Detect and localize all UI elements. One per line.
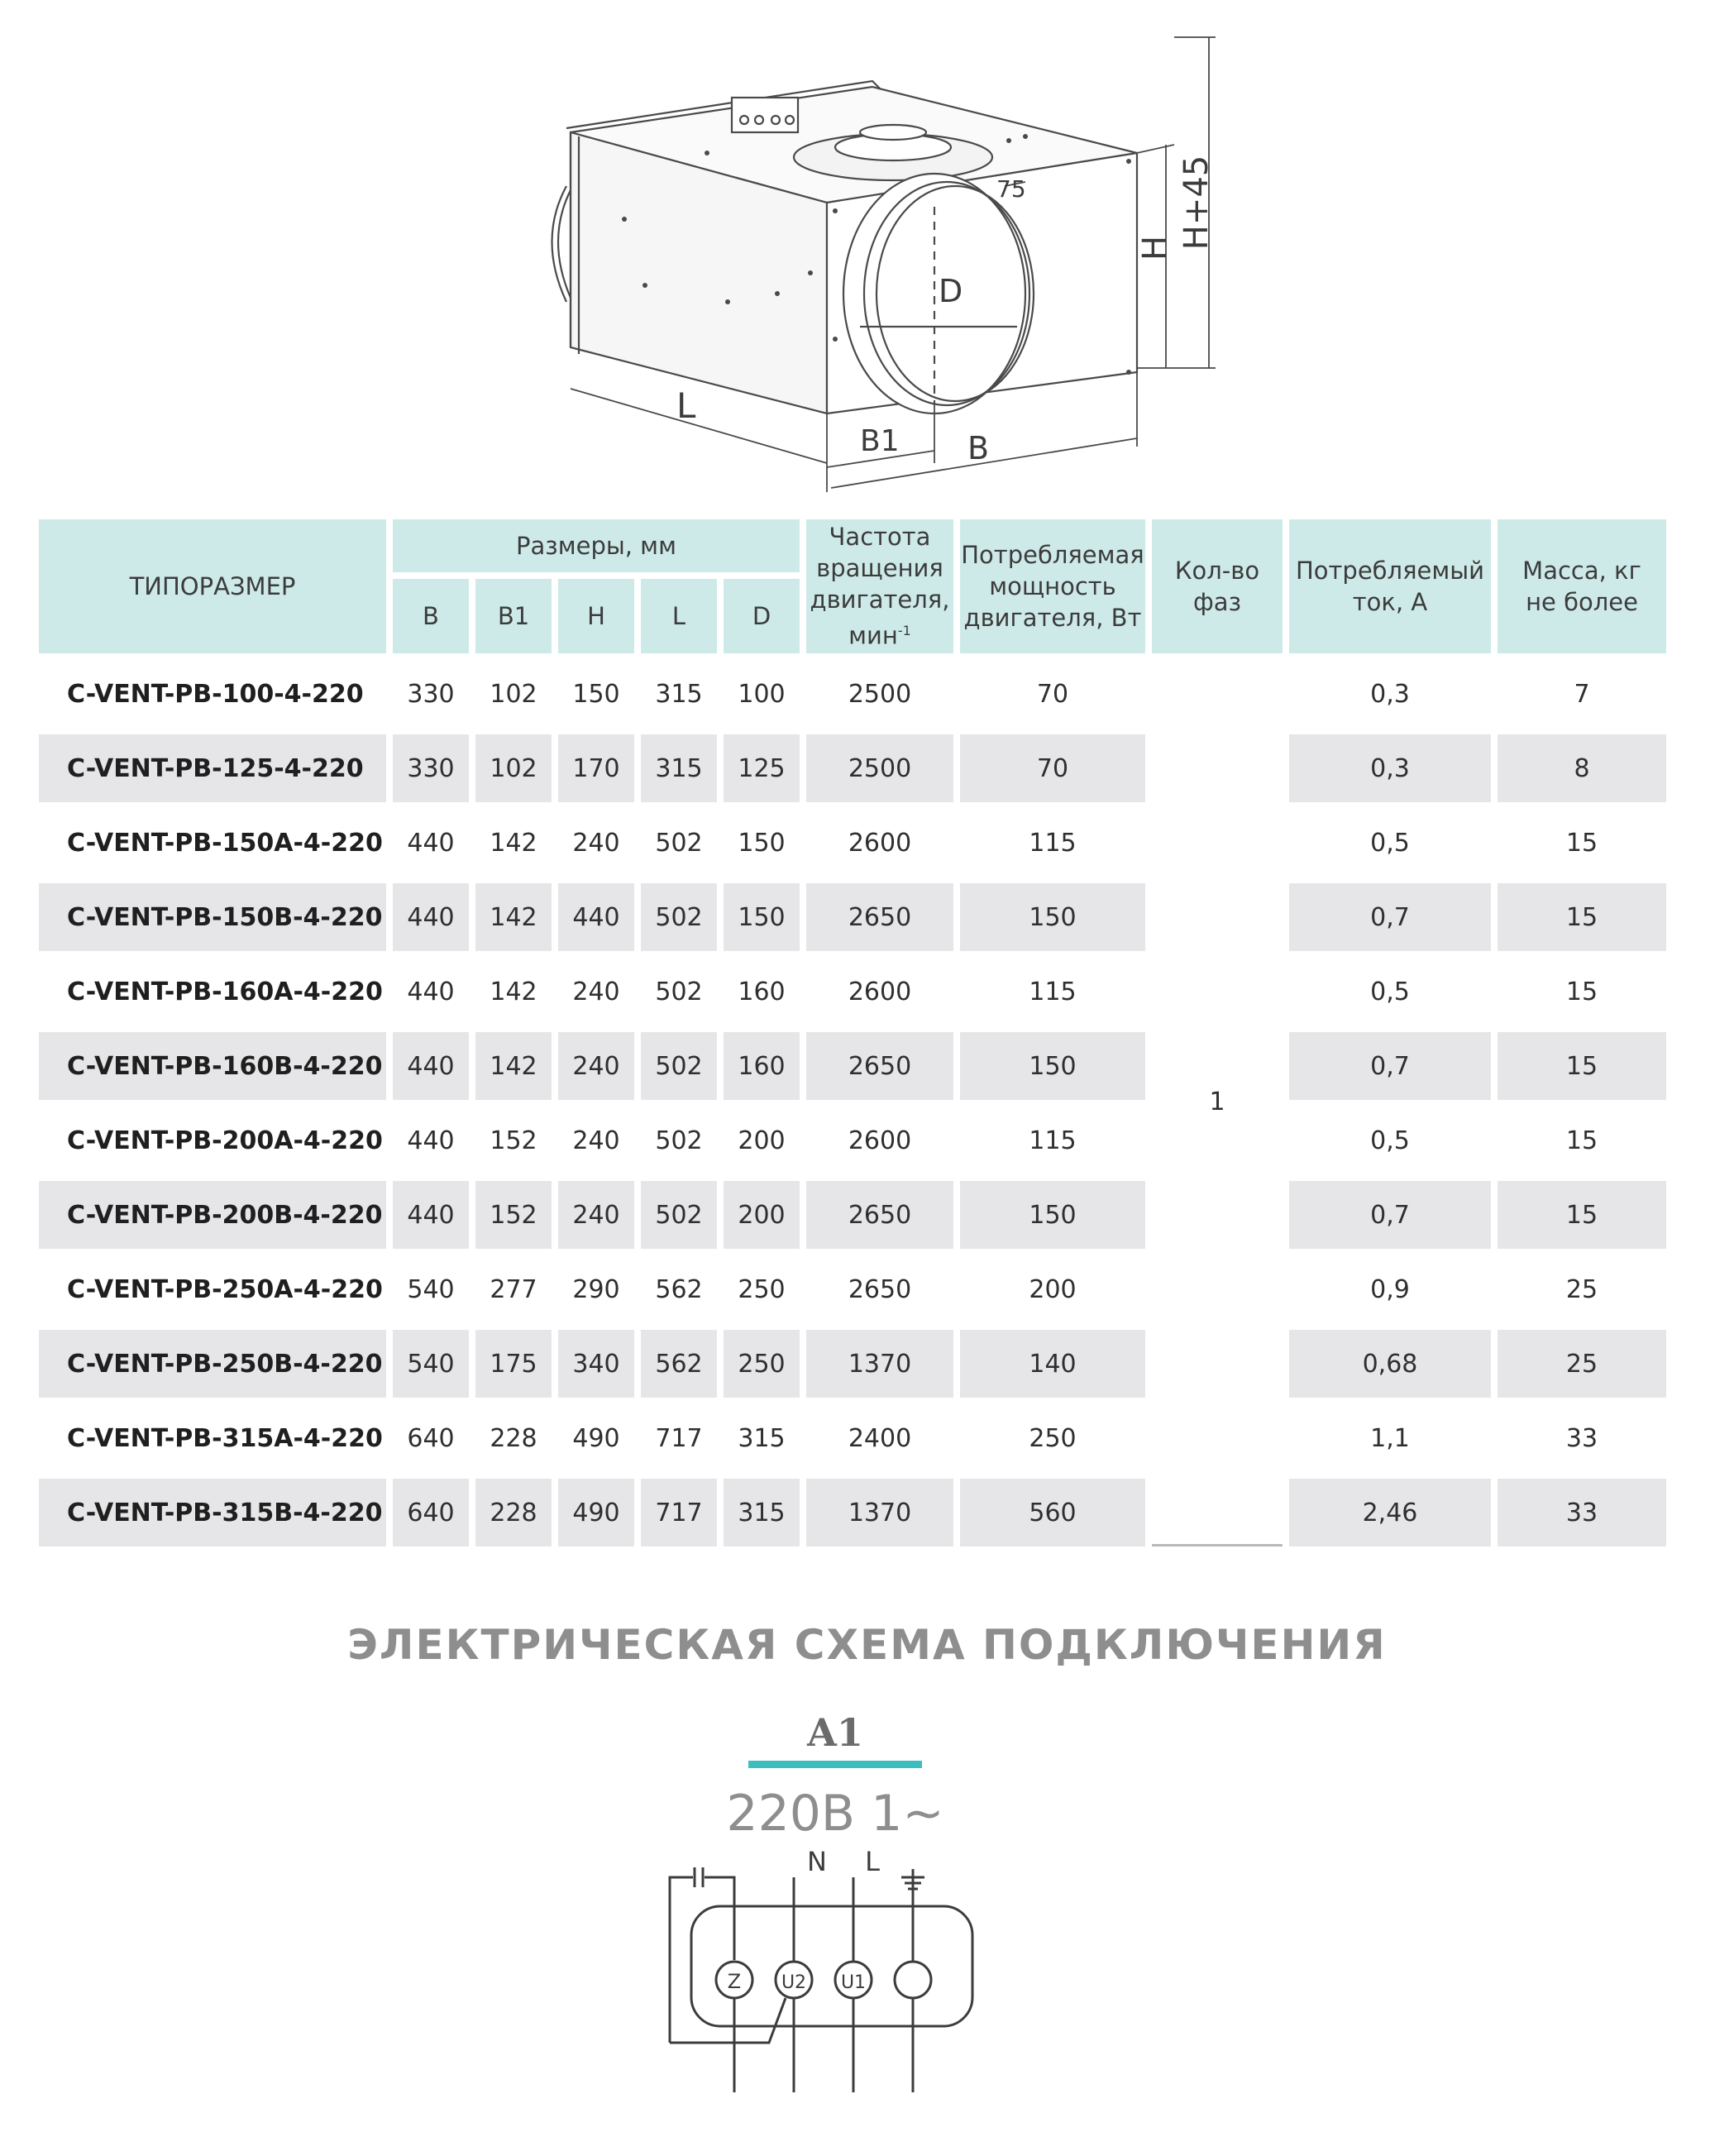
terminal-u2-label: U2 xyxy=(781,1972,807,1993)
power-cell: 70 xyxy=(1036,679,1069,709)
d-cell: 250 xyxy=(738,1274,786,1304)
current-cell: 0,9 xyxy=(1370,1274,1410,1304)
header-model: ТИПОРАЗМЕР xyxy=(39,519,386,653)
speed-cell: 2600 xyxy=(848,828,912,858)
d-cell: 160 xyxy=(724,1032,800,1100)
header-dimensions: Размеры, мм xyxy=(393,519,800,572)
model-cell: C-VENT-PB-125-4-220 xyxy=(39,734,386,802)
table-row xyxy=(39,1255,1666,1323)
l-cell: 502 xyxy=(641,883,717,951)
header-current-line2: ток, А xyxy=(1352,588,1428,616)
d-cell: 150 xyxy=(724,883,800,951)
current-cell: 0,3 xyxy=(1289,734,1491,802)
l-cell: 315 xyxy=(655,679,703,709)
l-cell: 315 xyxy=(641,734,717,802)
header-dim-d: D xyxy=(724,579,800,653)
table-row xyxy=(39,1404,1666,1472)
power-cell: 115 xyxy=(1029,977,1077,1006)
b-cell: 640 xyxy=(393,1479,469,1546)
power-cell: 150 xyxy=(960,883,1145,951)
mass-cell: 15 xyxy=(1498,1181,1666,1249)
current-cell: 2,46 xyxy=(1289,1479,1491,1546)
h-cell: 150 xyxy=(572,679,620,709)
speed-cell: 1370 xyxy=(806,1479,953,1546)
mass-cell: 25 xyxy=(1565,1274,1598,1304)
dim-b-label: B xyxy=(967,430,990,466)
dim-l-label: L xyxy=(676,385,696,426)
speed-cell: 2650 xyxy=(806,1032,953,1100)
speed-cell: 2400 xyxy=(848,1423,912,1453)
terminal-z-label: Z xyxy=(727,1970,742,1993)
speed-cell: 2650 xyxy=(806,1181,953,1249)
table-row xyxy=(39,1181,1666,1249)
h-cell: 240 xyxy=(572,977,620,1006)
spec-table xyxy=(32,513,1673,1553)
mass-cell: 15 xyxy=(1565,977,1598,1006)
mass-cell: 33 xyxy=(1565,1423,1598,1453)
header-speed-line3: двигателя, xyxy=(810,586,950,614)
table-row xyxy=(39,734,1666,802)
current-cell: 0,7 xyxy=(1289,1181,1491,1249)
d-cell: 160 xyxy=(738,977,786,1006)
d-cell: 315 xyxy=(738,1423,786,1453)
table-row xyxy=(39,809,1666,877)
model-cell: C-VENT-PB-315A-4-220 xyxy=(67,1423,383,1453)
current-cell: 0,7 xyxy=(1289,883,1491,951)
d-cell: 200 xyxy=(724,1181,800,1249)
l-cell: 502 xyxy=(655,828,703,858)
fan-dimension-drawing xyxy=(0,0,1734,504)
header-speed-line1: Частота xyxy=(829,523,931,552)
header-dim-b: B xyxy=(393,579,469,653)
phases-cell: 1 xyxy=(1152,660,1283,1546)
d-cell: 125 xyxy=(724,734,800,802)
b-cell: 640 xyxy=(407,1423,455,1453)
b-cell: 440 xyxy=(393,883,469,951)
speed-cell: 2500 xyxy=(848,679,912,709)
table-row xyxy=(39,883,1666,951)
power-cell: 200 xyxy=(1029,1274,1077,1304)
wiring-diagram xyxy=(645,1844,992,2109)
speed-cell: 2600 xyxy=(848,977,912,1006)
mass-cell: 7 xyxy=(1574,679,1590,709)
scheme-code: A1 xyxy=(807,1710,863,1755)
mass-cell: 15 xyxy=(1565,1126,1598,1155)
terminal-l-label: L xyxy=(865,1846,880,1877)
header-power-line3: двигателя, Вт xyxy=(963,604,1142,632)
b1-cell: 102 xyxy=(475,734,552,802)
model-cell: C-VENT-PB-150A-4-220 xyxy=(67,828,383,858)
header-power-line2: мощность xyxy=(989,572,1116,600)
table-row xyxy=(39,1479,1666,1546)
b-cell: 440 xyxy=(407,828,455,858)
current-cell: 0,5 xyxy=(1370,1126,1410,1155)
b-cell: 440 xyxy=(407,977,455,1006)
speed-cell: 2650 xyxy=(806,883,953,951)
h-cell: 240 xyxy=(572,828,620,858)
l-cell: 562 xyxy=(655,1274,703,1304)
header-current-line1: Потребляемый xyxy=(1295,557,1485,585)
d-cell: 200 xyxy=(738,1126,786,1155)
mass-cell: 8 xyxy=(1498,734,1666,802)
header-speed-line4: мин xyxy=(848,621,898,650)
terminal-u1-label: U1 xyxy=(840,1972,867,1993)
b-cell: 540 xyxy=(407,1274,455,1304)
b1-cell: 152 xyxy=(490,1126,537,1155)
h-cell: 240 xyxy=(558,1032,634,1100)
current-cell: 0,7 xyxy=(1289,1032,1491,1100)
mass-cell: 15 xyxy=(1498,1032,1666,1100)
h-cell: 290 xyxy=(572,1274,620,1304)
power-cell: 70 xyxy=(960,734,1145,802)
b1-cell: 102 xyxy=(490,679,537,709)
b-cell: 540 xyxy=(393,1330,469,1398)
header-speed-line2: вращения xyxy=(816,554,943,583)
h-cell: 240 xyxy=(558,1181,634,1249)
header-dim-h: H xyxy=(558,579,634,653)
b1-cell: 228 xyxy=(490,1423,537,1453)
d-cell: 100 xyxy=(738,679,786,709)
current-cell: 0,5 xyxy=(1370,977,1410,1006)
speed-cell: 2650 xyxy=(848,1274,912,1304)
l-cell: 502 xyxy=(655,1126,703,1155)
model-cell: C-VENT-PB-315B-4-220 xyxy=(39,1479,386,1546)
l-cell: 502 xyxy=(641,1032,717,1100)
header-speed-sup: -1 xyxy=(897,623,911,639)
l-cell: 502 xyxy=(641,1181,717,1249)
model-cell: C-VENT-PB-200A-4-220 xyxy=(67,1126,383,1155)
d-cell: 150 xyxy=(738,828,786,858)
model-cell: C-VENT-PB-150B-4-220 xyxy=(39,883,386,951)
b-cell: 440 xyxy=(407,1126,455,1155)
power-cell: 150 xyxy=(960,1181,1145,1249)
mass-cell: 15 xyxy=(1565,828,1598,858)
scheme-accent-bar xyxy=(748,1761,922,1768)
table-row xyxy=(39,1330,1666,1398)
scheme-title: ЭЛЕКТРИЧЕСКАЯ СХЕМА ПОДКЛЮЧЕНИЯ xyxy=(347,1621,1387,1669)
mass-cell: 25 xyxy=(1498,1330,1666,1398)
speed-cell: 2600 xyxy=(848,1126,912,1155)
terminal-n-label: N xyxy=(807,1846,827,1877)
dim-b1-label: B1 xyxy=(860,424,900,458)
header-phases xyxy=(1152,519,1283,653)
model-cell: C-VENT-PB-100-4-220 xyxy=(67,679,364,709)
model-cell: C-VENT-PB-160B-4-220 xyxy=(39,1032,386,1100)
power-cell: 150 xyxy=(960,1032,1145,1100)
b1-cell: 142 xyxy=(490,828,537,858)
b1-cell: 152 xyxy=(475,1181,552,1249)
model-cell: C-VENT-PB-200B-4-220 xyxy=(39,1181,386,1249)
dim-h-label: H xyxy=(1136,235,1174,261)
header-power xyxy=(960,519,1145,653)
header-current xyxy=(1289,519,1491,653)
current-cell: 0,68 xyxy=(1289,1330,1491,1398)
dim-75-label: 75 xyxy=(996,175,1026,203)
model-cell: C-VENT-PB-160A-4-220 xyxy=(67,977,383,1006)
b1-cell: 142 xyxy=(475,1032,552,1100)
header-mass xyxy=(1498,519,1666,653)
power-cell: 560 xyxy=(960,1479,1145,1546)
speed-cell: 1370 xyxy=(806,1330,953,1398)
b1-cell: 142 xyxy=(475,883,552,951)
dim-h45-label: H+45 xyxy=(1177,155,1216,251)
table-row xyxy=(39,958,1666,1025)
header-mass-line1: Масса, кг xyxy=(1522,557,1641,585)
l-cell: 717 xyxy=(641,1479,717,1546)
h-cell: 340 xyxy=(558,1330,634,1398)
header-power-line1: Потребляемая xyxy=(961,541,1144,569)
b-cell: 330 xyxy=(393,734,469,802)
model-cell: C-VENT-PB-250B-4-220 xyxy=(39,1330,386,1398)
header-phases-line2: фаз xyxy=(1193,588,1241,616)
h-cell: 490 xyxy=(572,1423,620,1453)
dim-d-label: D xyxy=(939,273,963,309)
speed-cell: 2500 xyxy=(806,734,953,802)
current-cell: 0,5 xyxy=(1370,828,1410,858)
header-phases-line1: Кол-во xyxy=(1174,557,1260,585)
header-dim-l: L xyxy=(641,579,717,653)
l-cell: 562 xyxy=(641,1330,717,1398)
table-row xyxy=(39,660,1666,728)
mass-cell: 15 xyxy=(1498,883,1666,951)
d-cell: 315 xyxy=(724,1479,800,1546)
model-cell: C-VENT-PB-250A-4-220 xyxy=(67,1274,383,1304)
table-row xyxy=(39,1032,1666,1100)
h-cell: 240 xyxy=(572,1126,620,1155)
b-cell: 330 xyxy=(407,679,455,709)
power-cell: 115 xyxy=(1029,828,1077,858)
b-cell: 440 xyxy=(393,1032,469,1100)
b1-cell: 175 xyxy=(475,1330,552,1398)
header-mass-line2: не более xyxy=(1526,588,1638,616)
b-cell: 440 xyxy=(393,1181,469,1249)
current-cell: 0,3 xyxy=(1370,679,1410,709)
b1-cell: 228 xyxy=(475,1479,552,1546)
d-cell: 250 xyxy=(724,1330,800,1398)
l-cell: 502 xyxy=(655,977,703,1006)
scheme-voltage: 220В 1~ xyxy=(726,1785,944,1843)
mass-cell: 33 xyxy=(1498,1479,1666,1546)
current-cell: 1,1 xyxy=(1370,1423,1410,1453)
header-dim-b1: B1 xyxy=(475,579,552,653)
h-cell: 440 xyxy=(558,883,634,951)
l-cell: 717 xyxy=(655,1423,703,1453)
b1-cell: 142 xyxy=(490,977,537,1006)
header-speed xyxy=(806,519,953,653)
table-row xyxy=(39,1107,1666,1174)
power-cell: 250 xyxy=(1029,1423,1077,1453)
b1-cell: 277 xyxy=(490,1274,537,1304)
power-cell: 115 xyxy=(1029,1126,1077,1155)
h-cell: 170 xyxy=(558,734,634,802)
power-cell: 140 xyxy=(960,1330,1145,1398)
h-cell: 490 xyxy=(558,1479,634,1546)
